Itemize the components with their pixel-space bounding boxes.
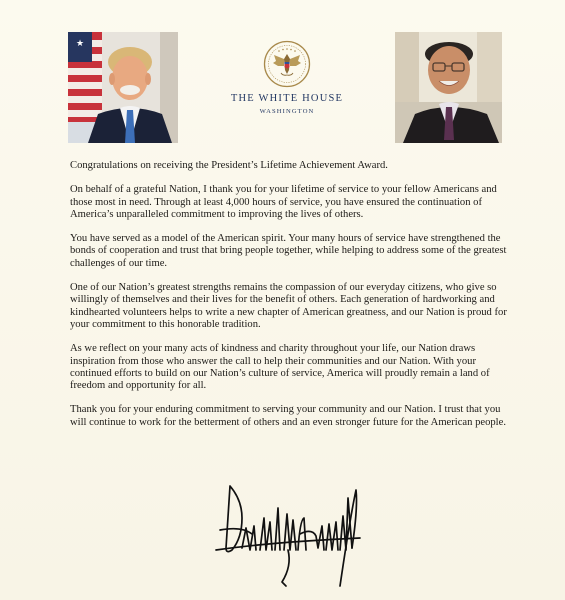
american-flag-icon — [68, 32, 102, 122]
letter-paragraph: Thank you for your enduring commitment to serving your community and our Nation. I trust that you will continue to work for the betterment of others and an even stronger future for the American people. — [70, 404, 506, 428]
presidential-seal-icon — [263, 40, 311, 88]
letterhead — [213, 40, 361, 115]
signature-image — [212, 478, 367, 588]
letter-paragraph: You have served as a model of the American spirit. Your many hours of service have strengthened the bonds of cooperation and trust that bring people together, while helping to address some of the greatest challenges of our time. — [70, 233, 507, 269]
letter-salutation: Congratulations on receiving the President’s Lifetime Achievement Award. — [70, 160, 388, 171]
portrait-president-image — [68, 32, 178, 143]
letter-paragraph: On behalf of a grateful Nation, I thank you for your lifetime of service to your fellow Americans and those most in need. Through at least 4,000 hours of service, you have ensured the continuation of America’s unparalleled commitment to improving the lives of others. — [70, 184, 497, 220]
letter-paragraph: As we reflect on your many acts of kindness and charity throughout your life, our Nation draws inspiration from those who answer the call to help their communities and our Nation. With your continued efforts to build on our Nation’s culture of service, America will proudly remain a land of freedom and opportunity for all. — [70, 343, 490, 392]
portrait-recipient-image — [395, 32, 502, 143]
letter-paragraph: One of our Nation’s greatest strengths remains the compassion of our everyday citizens, who give so willingly of themselves and their lives for the benefit of others. Each generation of hardworking and kindhearted volunteers helps to write a new chapter of American greatness, and our Nation is proud for your commitment to this honorable tradition. — [70, 282, 507, 330]
letterhead-title: THE WHITE HOUSE — [230, 93, 344, 104]
letter-body — [70, 160, 515, 441]
portrait-president — [68, 32, 178, 143]
portrait-recipient — [395, 32, 502, 143]
letterhead-subtitle: WASHINGTON — [259, 108, 315, 115]
svg-text:★: ★ — [76, 39, 85, 49]
